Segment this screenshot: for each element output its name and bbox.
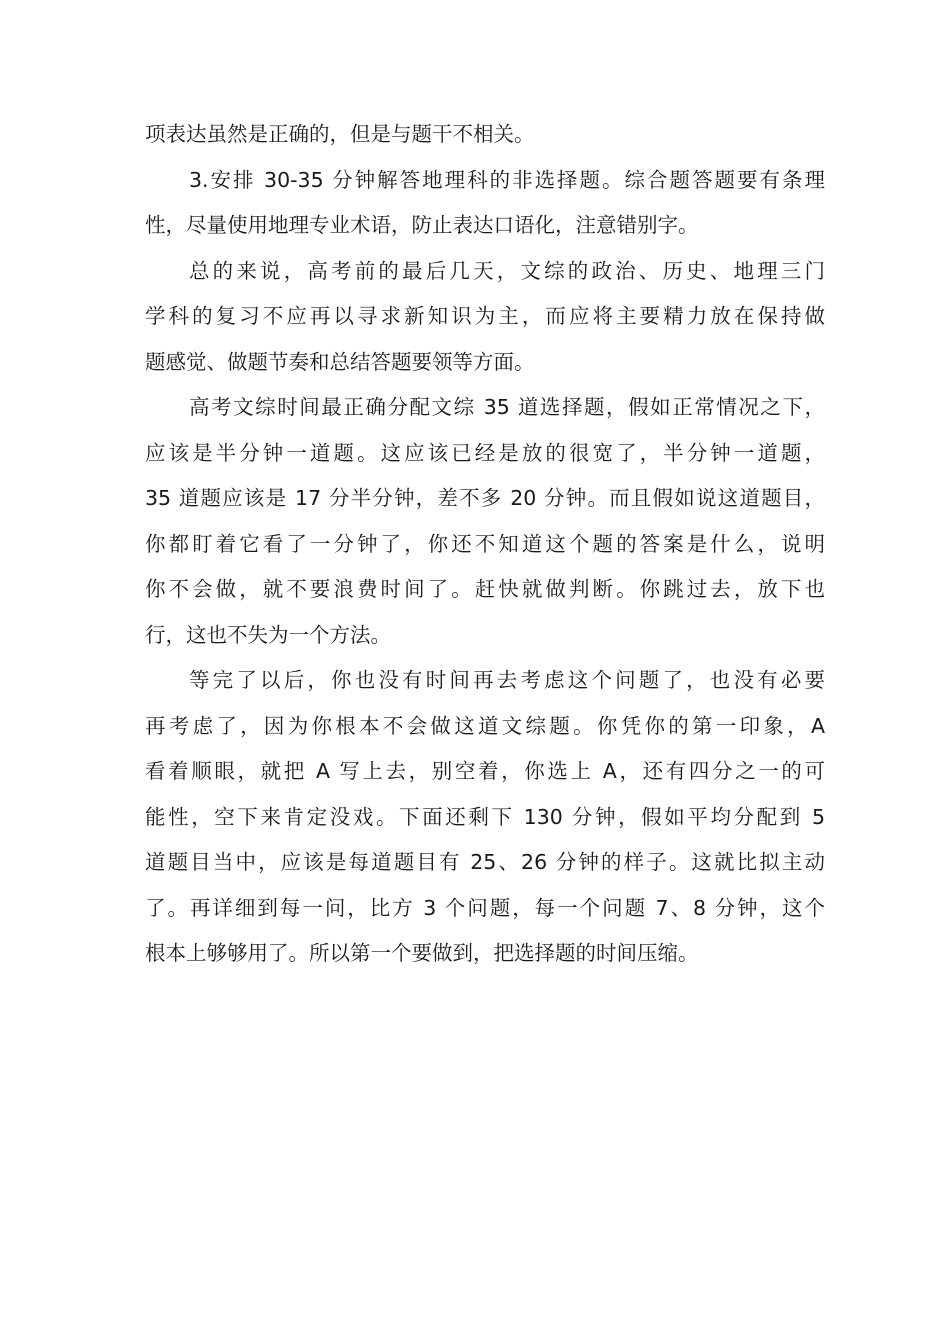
text-line: 根本上够够用了。所以第一个要做到，把选择题的时间压缩。 [145, 941, 699, 965]
text-line: 你都盯着它看了一分钟了，你还不知道这个题的答案是什么，说明 [145, 531, 825, 556]
paragraph-strategy [145, 658, 825, 977]
text-line: 性，尽量使用地理专业术语，防止表达口语化，注意错别字。 [145, 213, 699, 237]
text-line: 等完了以后，你也没有时间再去考虑这个问题了，也没有必要 [189, 668, 825, 692]
text-line: 了。再详细到每一问，比方 3 个问题，每一个问题 7、8 分钟，这个 [145, 895, 825, 920]
text-line: 题感觉、做题节奏和总结答题要领等方面。 [145, 349, 535, 374]
text-line: 再考虑了，因为你根本不会做这道文综题。你凭你的第一印象，A [145, 713, 825, 738]
paragraph-summary [145, 249, 825, 386]
text-line: 应该是半分钟一道题。这应该已经是放的很宽了，半分钟一道题， [145, 440, 825, 465]
text-line: 能性，空下来肯定没戏。下面还剩下 130 分钟，假如平均分配到 5 [145, 804, 825, 829]
paragraph-continuation [145, 112, 825, 158]
document-body [145, 112, 825, 977]
text-line: 35 道题应该是 17 分半分钟，差不多 20 分钟。而且假如说这道题目， [145, 486, 825, 510]
text-line: 学科的复习不应再以寻求新知识为主，而应将主要精力放在保持做 [145, 304, 825, 328]
text-line: 你不会做，就不要浪费时间了。赶快就做判断。你跳过去，放下也 [145, 577, 825, 601]
text-line: 总的来说，高考前的最后几天，文综的政治、历史、地理三门 [189, 258, 825, 283]
text-line: 项表达虽然是正确的，但是与题干不相关。 [145, 122, 535, 146]
text-line: 道题目当中，应该是每道题目有 25、26 分钟的样子。这就比拟主动 [145, 850, 825, 874]
text-line: 3.安排 30-35 分钟解答地理科的非选择题。综合题答题要有条理 [189, 167, 825, 192]
paragraph-time-allocation [145, 385, 825, 658]
text-line: 高考文综时间最正确分配文综 35 道选择题，假如正常情况之下， [189, 395, 825, 419]
text-line: 行，这也不失为一个方法。 [145, 622, 391, 647]
paragraph-geography-nonchoice [145, 158, 825, 249]
text-line: 看着顺眼，就把 A 写上去，别空着，你选上 A，还有四分之一的可 [145, 759, 825, 783]
